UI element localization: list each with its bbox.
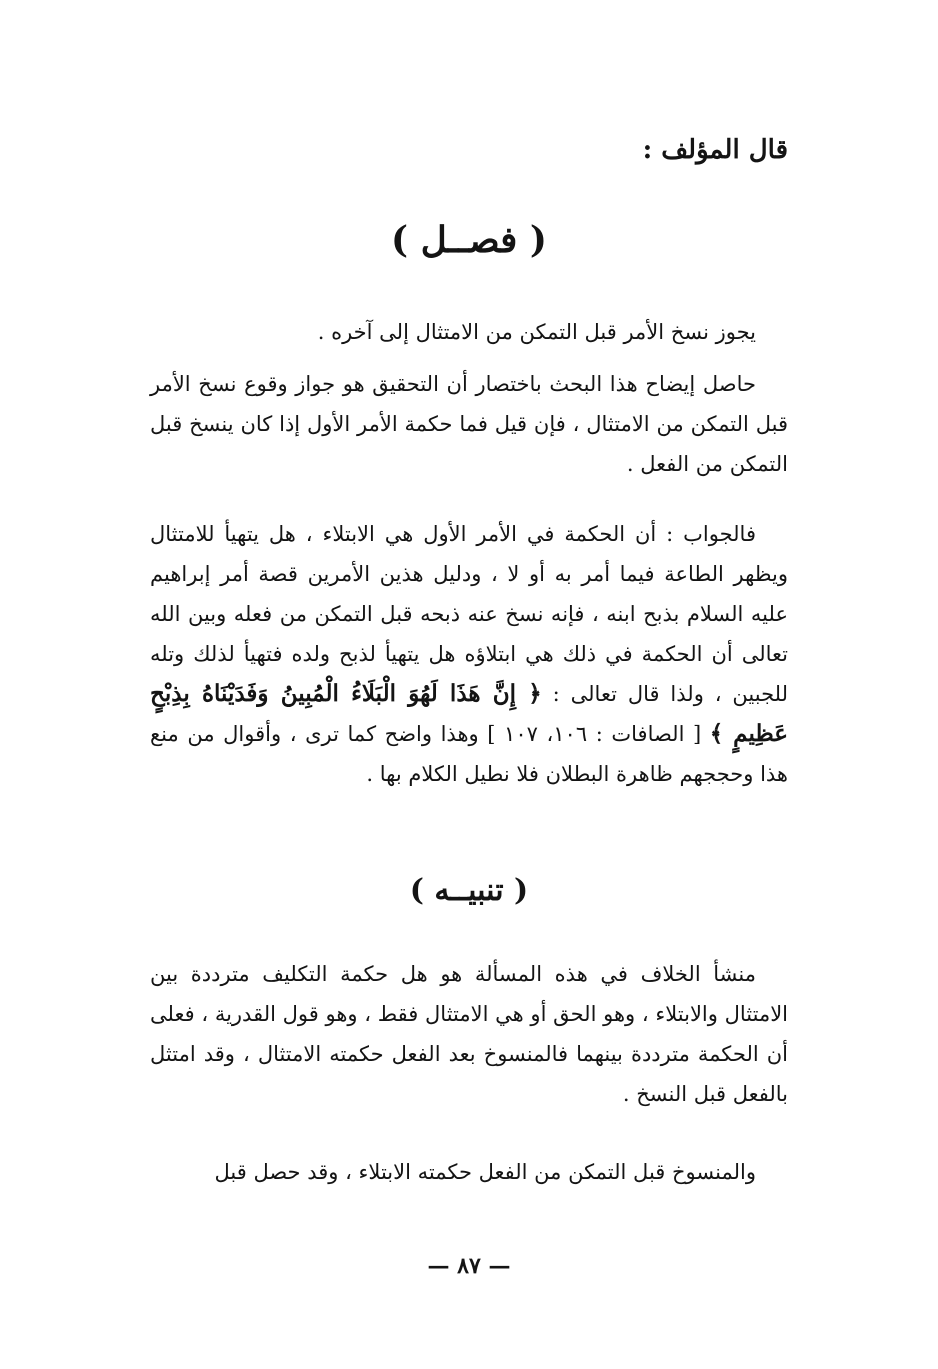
- note-continuation-paragraph: والمنسوخ قبل التمكن من الفعل حكمته الابتلاء ، وقد حصل قبل: [214, 1160, 756, 1184]
- explanation-paragraph: حاصل إيضاح هذا البحث باختصار أن التحقيق هو جواز وقوع نسخ الأمر قبل التمكن من الامتثال ، فإن قيل فما حكمة الأمر الأول إذا كان ينسخ قبل التمكن من الفعل .: [150, 372, 788, 476]
- note-paragraph: منشأ الخلاف في هذه المسألة هو هل حكمة التكليف مترددة بين الامتثال والابتلاء ، وهو الحق أو هي الامتثال فقط ، وهو قول القدرية ، فعلى أن الحكمة مترددة بينهما فالمنسوخ بعد الفعل حكمته الامتثال ، وقد امتثل بالفعل قبل النسخ .: [150, 962, 788, 1106]
- opening-paragraph: يجوز نسخ الأمر قبل التمكن من الامتثال إلى آخره .: [317, 320, 756, 344]
- answer-text: فالجواب : أن الحكمة في الأمر الأول هي الابتلاء ، هل يتهيأ للامتثال ويظهر الطاعة فيما أمر به أو لا ، ودليل هذين الأمرين قصة أمر إبراهيم عليه السلام بذبح ابنه ، فإنه نسخ عنه ذبحه قبل التمكن من فعله وبين الله تعالى أن الحكمة في ذلك هي ابتلاؤه هل يتهيأ لذبح ولده فتهيأ لذلك وتله للجبين ، ولذا قال تعالى :: [150, 522, 788, 706]
- author-label: قال المؤلف :: [642, 135, 788, 165]
- page-number: — ٨٧ —: [427, 1253, 511, 1279]
- answer-paragraph: [150, 514, 788, 794]
- note-heading: ( تنبيــه ): [409, 873, 529, 908]
- answer-continuation: [ الصافات : ١٠٦، ١٠٧ ] وهذا واضح كما ترى ، وأقوال من منع هذا وحججهم ظاهرة البطلان فلا نطيل الكلام بها .: [150, 722, 788, 786]
- quran-quote: ﴿ إِنَّ هَذَا لَهُوَ الْبَلَاءُ الْمُبِينُ وَفَدَيْنَاهُ بِذِبْحٍ عَظِيمٍ ﴾: [150, 680, 789, 747]
- section-heading: ( فصــل ): [391, 219, 547, 261]
